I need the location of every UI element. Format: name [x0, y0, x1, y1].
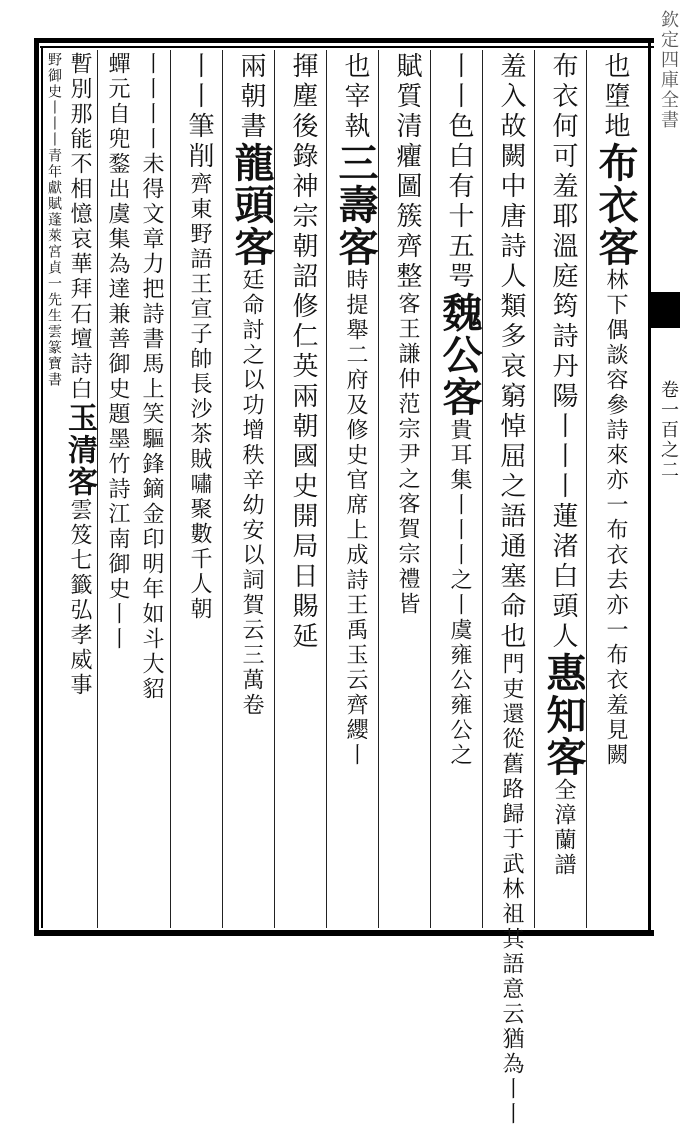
margin-book-title: 欽定四庫全書	[658, 10, 679, 130]
annotation-text: 齊東野語王宣子帥長沙茶賊嘯聚數千人朝	[187, 172, 212, 622]
entry-heading: 惠知客	[540, 652, 587, 778]
margin-volume-label: 卷一百之二	[658, 380, 679, 480]
text-column-4	[434, 52, 484, 924]
annotation-text: 時提舉二府及修史官席上成詩王禹玉云齊纓丨	[343, 268, 368, 768]
column-text: 丨丨丨丨未得文章力把詩書馬上笑驅鋒鏑金印明年如斗大貂	[139, 52, 164, 702]
frame-top-border	[34, 38, 654, 43]
column-text: 揮塵後錄神宗朝詔修仁英兩朝國史開局日賜延	[288, 52, 318, 652]
frame-left-inner-border	[41, 46, 43, 928]
text-column-11	[100, 52, 134, 924]
column-divider	[97, 50, 98, 928]
text-column-10	[134, 52, 168, 924]
column-text: 丨丨色白有十五咢	[444, 52, 474, 292]
column-text: 羞入故闕中唐詩人類多哀窮悼屈之語通塞命也	[496, 52, 526, 652]
entry-heading: 三壽客	[332, 142, 379, 268]
entry-heading: 玉清客	[62, 402, 97, 498]
frame-left-border	[34, 38, 39, 936]
column-text: 賦質清癯圖簇齊整	[392, 52, 422, 292]
fish-tail-mark	[648, 292, 680, 328]
text-column-8	[226, 52, 276, 924]
entry-heading: 龍頭客	[228, 142, 275, 268]
column-text: 兩朝書	[236, 52, 266, 142]
text-column-3	[486, 52, 536, 1127]
entry-heading: 布衣客	[592, 142, 639, 268]
column-text: 野御史丨丨丨青年獻賦蓬萊宮	[46, 52, 62, 260]
column-text: 丨丨筆削	[184, 52, 214, 172]
column-divider	[170, 50, 171, 928]
annotation-text: 雲笈七籤弘孝威事	[67, 498, 92, 698]
text-column-6	[330, 52, 380, 924]
column-text: 暫別那能不相憶哀華拜石壇詩白	[67, 52, 92, 402]
annotation-text: 廷命討之以功增秩辛幼安以詞賀云三萬卷	[239, 268, 264, 718]
frame-top-inner-border	[40, 46, 654, 48]
text-column-14	[0, 960, 1, 961]
text-column-1	[590, 52, 640, 924]
column-text: 蟬元自兜鍪出虞集為達兼善御史題墨竹詩江南御史丨丨	[105, 52, 130, 652]
frame-bottom-border	[34, 930, 654, 936]
column-text: 墮地	[600, 82, 630, 142]
column-text: 宰執	[340, 82, 370, 142]
text-column-2	[538, 52, 588, 924]
annotation-text: 貴耳集丨丨丨之丨虞雍公雍公之	[447, 418, 472, 768]
column-text: 也	[600, 52, 630, 82]
annotation-text: 全漳蘭譜	[551, 778, 576, 878]
text-column-12	[62, 52, 96, 924]
frame-right-border	[648, 38, 651, 936]
column-text: 布衣何可羞耶溫庭筠詩丹陽丨丨丨蓮渚白頭人	[548, 52, 578, 652]
annotation-text: 門吏還從舊路歸于武林祖其語意云猶為丨丨	[499, 652, 524, 1127]
text-column-13	[46, 52, 62, 924]
annotation-text: 貞一先生雲篆寶書	[46, 260, 62, 388]
text-column-5	[382, 52, 432, 924]
text-column-7	[278, 52, 328, 924]
entry-heading: 魏公客	[436, 292, 483, 418]
annotation-text: 林下偶談容參詩來亦一布衣去亦一布衣羞見闕	[603, 268, 628, 768]
text-column-9	[174, 52, 224, 924]
annotation-text: 客王謙仲范宗尹之客賀宗禮皆	[395, 292, 420, 617]
column-text: 也	[340, 52, 370, 82]
